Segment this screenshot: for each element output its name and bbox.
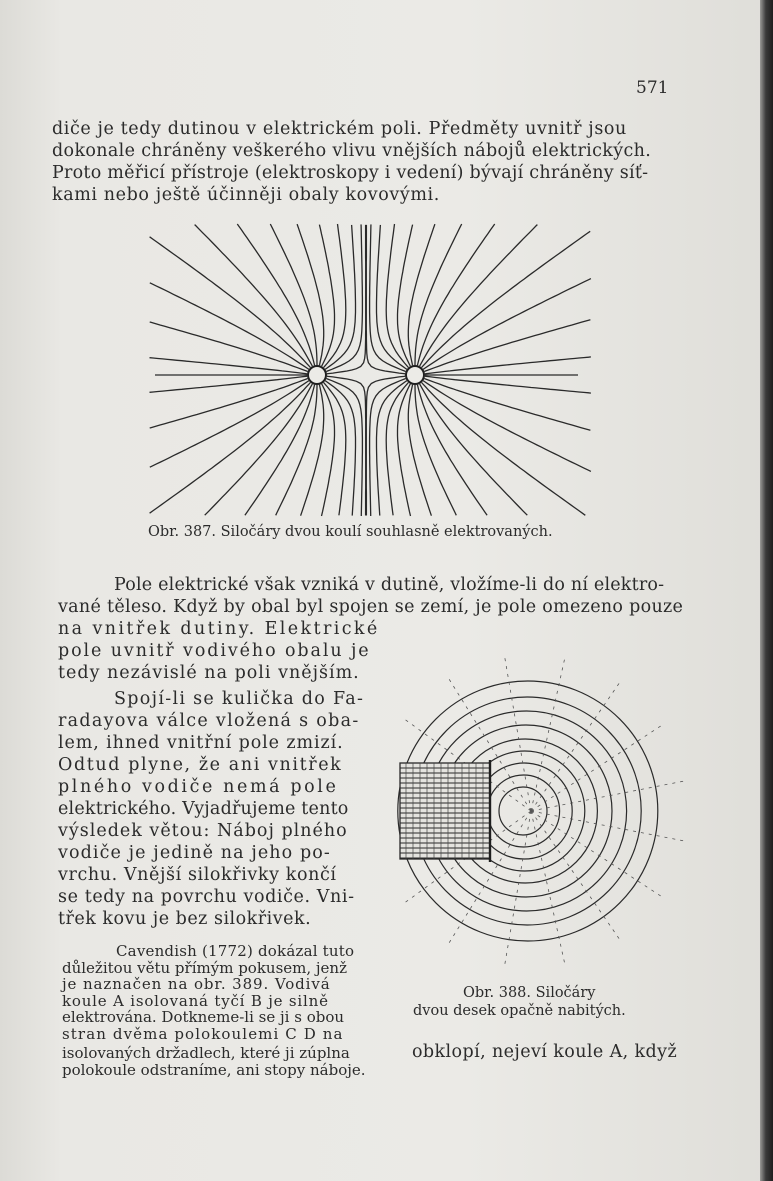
field-line <box>150 376 308 392</box>
field-line <box>326 379 362 517</box>
sphere-right <box>406 366 424 384</box>
plates-region <box>400 763 490 859</box>
text-line: se tedy na povrchu vodiče. Vni- <box>58 887 355 907</box>
small-print-line: polokoule odstraníme, ani stopy náboje. <box>62 1061 366 1079</box>
intro-paragraph <box>52 118 651 206</box>
text-line: elektrována. Dotkneme-li se ji s obou <box>62 1008 345 1026</box>
field-line <box>324 383 346 516</box>
figure-387-caption: Obr. 387. Siločáry dvou koulí souhlasně elektrovaných. <box>148 524 553 540</box>
text-line-right: obklopí, nejeví koule A, když <box>412 1042 678 1062</box>
text-line: tedy nezávislé na poli vnějším. <box>58 663 360 683</box>
field-line <box>386 383 408 516</box>
figure-388-field-lines <box>392 668 672 958</box>
equipotential-circle <box>499 787 547 835</box>
field-line <box>297 224 324 365</box>
equipotential-circle <box>488 775 560 847</box>
field-line <box>422 231 591 367</box>
text-line: Proto měřicí přístroje (elektroskopy i vedení) bývají chráněny síť- <box>52 163 649 183</box>
text-line: je naznačen na obr. 389. Vodivá <box>62 975 331 993</box>
text-line: Pole elektrické však vzniká v dutině, vložíme-li do ní elektro- <box>114 575 665 595</box>
radial-field-line <box>531 811 566 967</box>
field-line <box>408 224 435 365</box>
page-number: 571 <box>636 78 669 98</box>
text-line: Odtud plyne, že ani vnitřek <box>58 755 343 775</box>
figure-387-field-lines <box>150 225 590 515</box>
figure-388-caption-line2: dvou desek opačně nabitých. <box>413 1003 626 1019</box>
text-line: vrchu. Vnější silokřivky končí <box>58 865 337 885</box>
text-line: kami nebo ještě účinněji obaly kovovými. <box>52 185 440 205</box>
text-line: koule A isolovaná tyčí B je silně <box>62 991 329 1010</box>
field-line <box>195 225 313 367</box>
field-line <box>420 225 538 367</box>
field-line <box>425 376 591 393</box>
small-print-paragraph <box>62 943 354 1042</box>
sphere-left <box>308 366 326 384</box>
figure-388-caption-line1: Obr. 388. Siločáry <box>463 985 596 1001</box>
field-line <box>326 224 362 371</box>
page-edge-shadow <box>760 0 773 1181</box>
field-line <box>386 224 408 368</box>
field-line <box>425 357 591 374</box>
text-line: dokonale chráněny veškerého vlivu vnějších nábojů elektrických. <box>52 141 652 161</box>
text-line: vodiče je jedině na jeho po- <box>58 843 331 863</box>
field-line <box>415 224 462 365</box>
paragraph-3 <box>58 688 364 930</box>
radial-field-line <box>531 811 665 899</box>
field-line <box>324 224 346 368</box>
field-line <box>398 225 413 367</box>
small-print-line: isolovaných držadlech, které ji zúplna <box>62 1044 350 1062</box>
text-line: elektrického. Vyjadřujeme tento <box>58 799 349 819</box>
field-line <box>424 379 590 431</box>
field-line <box>319 225 334 367</box>
text-line: Cavendish (1772) dokázal tuto <box>116 942 355 960</box>
text-line: plného vodiče nemá pole <box>58 777 339 797</box>
text-line: diče je tedy dutinou v elektrickém poli. Předměty uvnitř jsou <box>52 119 627 139</box>
text-line: vané těleso. Když by obal byl spojen se zemí, je pole omezeno pouze <box>58 597 684 617</box>
field-line <box>415 385 456 515</box>
radial-field-line <box>531 655 566 811</box>
radial-field-line <box>531 780 688 811</box>
text-line: Spojí-li se kulička do Fa- <box>114 689 365 709</box>
radial-field-line <box>531 811 688 842</box>
field-line <box>424 320 590 372</box>
radial-field-line <box>531 679 622 811</box>
text-line: důležitou větu přímým pokusem, jenž <box>62 958 347 977</box>
text-line: lem, ihned vnitřní pole zmizí. <box>58 733 344 753</box>
text-line: výsledek větou: Náboj plného <box>58 821 348 841</box>
field-line <box>270 224 317 365</box>
field-line <box>150 358 308 374</box>
radial-field-line <box>531 723 665 811</box>
field-line <box>370 379 406 517</box>
field-line <box>150 322 308 372</box>
text-line: pole uvnitř vodivého obalu je <box>58 641 371 661</box>
text-line: stran dvěma polokoulemi C D na <box>62 1024 344 1043</box>
field-line <box>276 385 317 515</box>
radial-field-line <box>531 811 622 943</box>
field-line <box>370 224 406 371</box>
text-line: radayova válce vložená s oba- <box>58 711 360 731</box>
text-line: třek kovu je bez silokřivek. <box>58 909 312 929</box>
field-line <box>150 379 308 429</box>
text-line: na vnitřek dutiny. Elektrické <box>58 619 380 639</box>
